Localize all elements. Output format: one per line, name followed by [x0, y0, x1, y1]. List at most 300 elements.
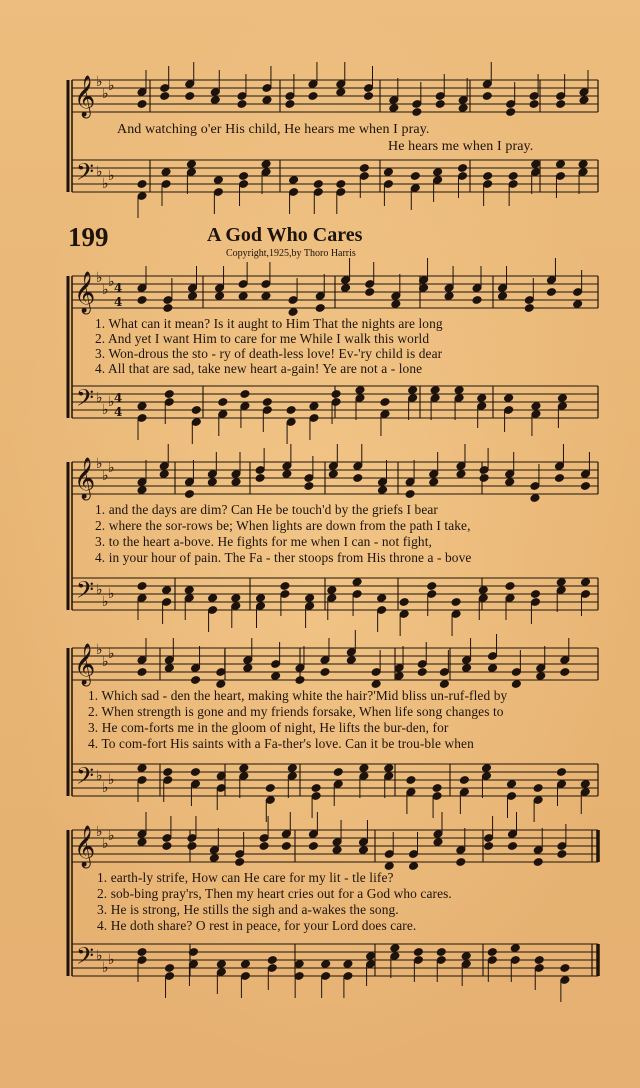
notehead	[560, 656, 570, 665]
notehead	[237, 100, 247, 109]
notehead	[282, 470, 292, 479]
notehead	[288, 296, 298, 305]
notehead	[461, 960, 471, 969]
notehead	[436, 956, 446, 965]
notehead	[557, 850, 567, 859]
notehead	[313, 180, 323, 189]
notehead	[186, 168, 196, 177]
notehead	[481, 764, 491, 773]
notehead	[164, 972, 174, 981]
notehead	[216, 772, 226, 781]
verse-line: 2. And yet I want Him to care for me While I walk this world	[95, 331, 430, 346]
notehead	[459, 776, 469, 785]
notehead	[309, 414, 319, 423]
notehead	[427, 582, 437, 591]
notehead	[231, 478, 241, 487]
notehead	[352, 590, 362, 599]
verse-line: 3. to the heart a-bove. He fights for me when I can - not fight,	[95, 534, 432, 549]
notehead	[280, 590, 290, 599]
notehead	[506, 100, 516, 109]
notehead	[530, 482, 540, 491]
notehead	[412, 100, 422, 109]
notehead	[408, 850, 418, 859]
notehead	[239, 764, 249, 773]
notehead	[336, 80, 346, 89]
notehead	[560, 976, 570, 985]
notehead	[459, 788, 469, 797]
notehead	[185, 92, 195, 101]
notehead	[482, 92, 492, 101]
notehead	[238, 180, 248, 189]
notehead	[185, 80, 195, 89]
notehead	[346, 648, 356, 657]
notehead	[289, 176, 299, 185]
notehead	[510, 944, 520, 953]
notehead	[281, 842, 291, 851]
notehead	[261, 168, 271, 177]
notehead	[311, 792, 321, 801]
hymn-number: 199	[68, 222, 109, 252]
svg-text:♭: ♭	[96, 74, 103, 90]
svg-text:♭: ♭	[108, 586, 115, 602]
notehead	[240, 402, 250, 411]
notehead	[432, 784, 442, 793]
notehead	[458, 104, 468, 113]
notehead	[408, 394, 418, 403]
notehead	[161, 168, 171, 177]
notehead	[554, 474, 564, 483]
svg-text:♭: ♭	[102, 402, 109, 418]
notehead	[267, 956, 277, 965]
notehead	[333, 780, 343, 789]
notehead	[427, 590, 437, 599]
svg-text:4: 4	[114, 405, 123, 419]
svg-text:𝄞: 𝄞	[74, 76, 96, 117]
notehead	[390, 944, 400, 953]
notehead	[184, 594, 194, 603]
svg-text:♭: ♭	[108, 394, 115, 410]
notehead	[406, 776, 416, 785]
notehead	[346, 656, 356, 665]
notehead	[557, 402, 567, 411]
verse-line: 4. in your hour of pain. The Fa - ther stoops from His throne a - bove	[95, 550, 472, 565]
copyright-line: Copyright,1925,by Thoro Harris	[226, 248, 356, 259]
notehead	[456, 846, 466, 855]
notehead	[308, 830, 318, 839]
notehead	[556, 578, 566, 587]
notehead	[462, 656, 472, 665]
notehead	[320, 656, 330, 665]
notehead	[336, 180, 346, 189]
notehead	[209, 846, 219, 855]
notehead	[383, 180, 393, 189]
notehead	[533, 858, 543, 867]
svg-text:4: 4	[114, 281, 123, 295]
notehead	[363, 92, 373, 101]
notehead	[556, 92, 566, 101]
notehead	[546, 288, 556, 297]
notehead	[262, 406, 272, 415]
svg-text:𝄞: 𝄞	[74, 826, 96, 867]
verse-line: 1. Which sad - den the heart, making white the hair?'Mid bliss un-ruf-fled by	[88, 688, 508, 703]
notehead	[433, 830, 443, 839]
notehead	[218, 398, 228, 407]
notehead	[383, 168, 393, 177]
notehead	[533, 796, 543, 805]
notehead	[444, 292, 454, 301]
notehead	[451, 610, 461, 619]
notehead	[458, 96, 468, 105]
notehead	[359, 772, 369, 781]
notehead	[164, 656, 174, 665]
notehead	[163, 768, 173, 777]
svg-text:𝄢: 𝄢	[76, 384, 95, 417]
notehead	[436, 948, 446, 957]
svg-text:♭: ♭	[102, 780, 109, 796]
notehead	[413, 956, 423, 965]
notehead	[529, 92, 539, 101]
notehead	[308, 92, 318, 101]
notehead	[384, 772, 394, 781]
notehead	[511, 680, 521, 689]
notehead	[184, 586, 194, 595]
notehead	[231, 470, 241, 479]
notehead	[208, 594, 218, 603]
svg-text:𝄞: 𝄞	[74, 272, 96, 313]
notehead	[328, 462, 338, 471]
notehead	[137, 402, 147, 411]
notehead	[216, 968, 226, 977]
notehead	[511, 668, 521, 677]
notehead	[216, 784, 226, 793]
notehead	[332, 846, 342, 855]
notehead	[255, 466, 265, 475]
notehead	[137, 668, 147, 677]
svg-text:♭: ♭	[102, 282, 109, 298]
notehead	[456, 858, 466, 867]
notehead	[365, 288, 375, 297]
notehead	[353, 462, 363, 471]
notehead	[255, 594, 265, 603]
notehead	[573, 288, 583, 297]
svg-text:𝄞: 𝄞	[74, 644, 96, 685]
notehead	[308, 842, 318, 851]
svg-text:4: 4	[114, 391, 123, 405]
notehead	[405, 490, 415, 499]
notehead	[267, 964, 277, 973]
notehead	[384, 850, 394, 859]
notehead	[343, 972, 353, 981]
notehead	[213, 188, 223, 197]
svg-text:♭: ♭	[96, 456, 103, 472]
notehead	[184, 490, 194, 499]
notehead	[336, 88, 346, 97]
notehead	[160, 92, 170, 101]
svg-text:♭: ♭	[108, 78, 115, 94]
notehead	[207, 470, 217, 479]
notehead	[311, 784, 321, 793]
notehead	[487, 948, 497, 957]
notehead	[408, 386, 418, 395]
notehead	[287, 772, 297, 781]
notehead	[240, 972, 250, 981]
notehead	[207, 478, 217, 487]
notehead	[580, 780, 590, 789]
notehead	[255, 474, 265, 483]
notehead	[163, 776, 173, 785]
notehead	[321, 960, 331, 969]
notehead	[137, 478, 147, 487]
notehead	[580, 470, 590, 479]
verse-line: 3. He is strong, He stills the sigh and a-wakes the song.	[97, 902, 399, 917]
notehead	[137, 656, 147, 665]
notehead	[530, 598, 540, 607]
notehead	[399, 610, 409, 619]
notehead	[162, 598, 172, 607]
notehead	[510, 956, 520, 965]
svg-text:♭: ♭	[108, 952, 115, 968]
notehead	[505, 594, 515, 603]
notehead	[536, 664, 546, 673]
notehead	[162, 834, 172, 843]
notehead	[187, 292, 197, 301]
notehead	[289, 188, 299, 197]
notehead	[240, 390, 250, 399]
notehead	[505, 478, 515, 487]
notehead	[294, 972, 304, 981]
svg-text:♭: ♭	[102, 654, 109, 670]
notehead	[187, 842, 197, 851]
notehead	[355, 386, 365, 395]
notehead	[534, 956, 544, 965]
notehead	[506, 108, 516, 117]
notehead	[261, 292, 271, 301]
notehead	[408, 862, 418, 871]
notehead	[433, 176, 443, 185]
notehead	[578, 168, 588, 177]
notehead	[508, 172, 518, 181]
notehead	[137, 180, 147, 189]
notehead	[429, 470, 439, 479]
verse-line: 2. where the sor-rows be; When lights are down from the path I take,	[95, 518, 471, 533]
notehead	[477, 394, 487, 403]
notehead	[451, 598, 461, 607]
notehead	[210, 88, 220, 97]
notehead	[435, 92, 445, 101]
notehead	[435, 100, 445, 109]
notehead	[524, 296, 534, 305]
notehead	[456, 470, 466, 479]
notehead	[531, 168, 541, 177]
notehead	[261, 160, 271, 169]
verse-line: 2. When strength is gone and my friends forsake, When life song changes to	[88, 704, 504, 719]
notehead	[505, 582, 515, 591]
notehead	[281, 830, 291, 839]
notehead	[391, 300, 401, 309]
notehead	[399, 598, 409, 607]
notehead	[380, 398, 390, 407]
notehead	[454, 386, 464, 395]
notehead	[507, 830, 517, 839]
notehead	[483, 180, 493, 189]
svg-text:♭: ♭	[108, 460, 115, 476]
notehead	[137, 764, 147, 773]
svg-text:♭: ♭	[96, 824, 103, 840]
notehead	[190, 768, 200, 777]
svg-text:♭: ♭	[96, 390, 103, 406]
notehead	[457, 164, 467, 173]
notehead	[457, 172, 467, 181]
notehead	[546, 276, 556, 285]
notehead	[389, 104, 399, 113]
notehead	[406, 788, 416, 797]
notehead	[497, 284, 507, 293]
notehead	[271, 660, 281, 669]
notehead	[556, 100, 566, 109]
notehead	[137, 948, 147, 957]
svg-text:♭: ♭	[108, 772, 115, 788]
notehead	[262, 398, 272, 407]
notehead	[215, 284, 225, 293]
notehead	[137, 594, 147, 603]
notehead	[472, 284, 482, 293]
notehead	[579, 96, 589, 105]
notehead	[208, 606, 218, 615]
notehead	[359, 164, 369, 173]
svg-text:♭: ♭	[102, 86, 109, 102]
notehead	[265, 796, 275, 805]
notehead	[137, 296, 147, 305]
notehead	[533, 846, 543, 855]
notehead	[377, 606, 387, 615]
svg-text:♭: ♭	[108, 828, 115, 844]
notehead	[487, 956, 497, 965]
notehead	[137, 830, 147, 839]
notehead	[332, 838, 342, 847]
notehead	[164, 398, 174, 407]
svg-text:♭: ♭	[96, 948, 103, 964]
notehead	[238, 292, 248, 301]
notehead	[305, 594, 315, 603]
notehead	[506, 792, 516, 801]
notehead	[580, 578, 590, 587]
notehead	[188, 948, 198, 957]
notehead	[479, 466, 489, 475]
notehead	[530, 494, 540, 503]
notehead	[331, 398, 341, 407]
notehead	[137, 582, 147, 591]
notehead	[184, 478, 194, 487]
notehead	[377, 478, 387, 487]
notehead	[481, 772, 491, 781]
notehead	[161, 180, 171, 189]
notehead	[355, 394, 365, 403]
svg-text:𝄞: 𝄞	[74, 458, 96, 499]
notehead	[262, 84, 272, 93]
notehead	[162, 586, 172, 595]
notehead	[163, 296, 173, 305]
notehead	[359, 764, 369, 773]
notehead	[304, 474, 314, 483]
notehead	[294, 960, 304, 969]
notehead	[432, 792, 442, 801]
notehead	[315, 292, 325, 301]
notehead	[484, 834, 494, 843]
notehead	[215, 292, 225, 301]
notehead	[390, 952, 400, 961]
notehead	[321, 972, 331, 981]
notehead	[239, 772, 249, 781]
notehead	[477, 402, 487, 411]
svg-text:♭: ♭	[108, 274, 115, 290]
notehead	[478, 594, 488, 603]
notehead	[186, 160, 196, 169]
verse-line: 3. He com-forts me in the gloom of night, He lifts the bur-den, for	[88, 720, 449, 735]
svg-text:♭: ♭	[96, 768, 103, 784]
notehead	[295, 676, 305, 685]
notehead	[461, 952, 471, 961]
notehead	[433, 168, 443, 177]
notehead	[305, 602, 315, 611]
notehead	[394, 672, 404, 681]
notehead	[580, 590, 590, 599]
notehead	[213, 176, 223, 185]
notehead	[218, 410, 228, 419]
notehead	[137, 100, 147, 109]
svg-text:4: 4	[114, 295, 123, 309]
notehead	[394, 664, 404, 673]
notehead	[243, 664, 253, 673]
notehead	[560, 668, 570, 677]
notehead	[164, 964, 174, 973]
verse-line: 1. and the days are dim? Can He be touch'd by the griefs I bear	[95, 502, 438, 517]
notehead	[137, 956, 147, 965]
notehead	[235, 858, 245, 867]
notehead	[187, 284, 197, 293]
notehead	[331, 390, 341, 399]
notehead	[429, 478, 439, 487]
notehead	[164, 664, 174, 673]
notehead	[287, 764, 297, 773]
notehead	[243, 656, 253, 665]
notehead	[557, 394, 567, 403]
notehead	[384, 764, 394, 773]
svg-text:♭: ♭	[96, 270, 103, 286]
svg-text:♭: ♭	[108, 646, 115, 662]
notehead	[430, 386, 440, 395]
notehead	[304, 482, 314, 491]
notehead	[389, 96, 399, 105]
svg-text:♭: ♭	[102, 836, 109, 852]
notehead	[137, 284, 147, 293]
notehead	[410, 184, 420, 193]
notehead	[261, 280, 271, 289]
notehead	[472, 296, 482, 305]
notehead	[531, 410, 541, 419]
notehead	[430, 394, 440, 403]
svg-text:𝄢: 𝄢	[76, 942, 95, 975]
hymn-title: A God Who Cares	[207, 224, 363, 246]
notehead	[160, 84, 170, 93]
notehead	[506, 780, 516, 789]
notehead	[259, 842, 269, 851]
notehead	[371, 668, 381, 677]
notehead	[417, 668, 427, 677]
notehead	[190, 676, 200, 685]
svg-text:𝄢: 𝄢	[76, 158, 95, 191]
notehead	[578, 160, 588, 169]
notehead	[341, 284, 351, 293]
